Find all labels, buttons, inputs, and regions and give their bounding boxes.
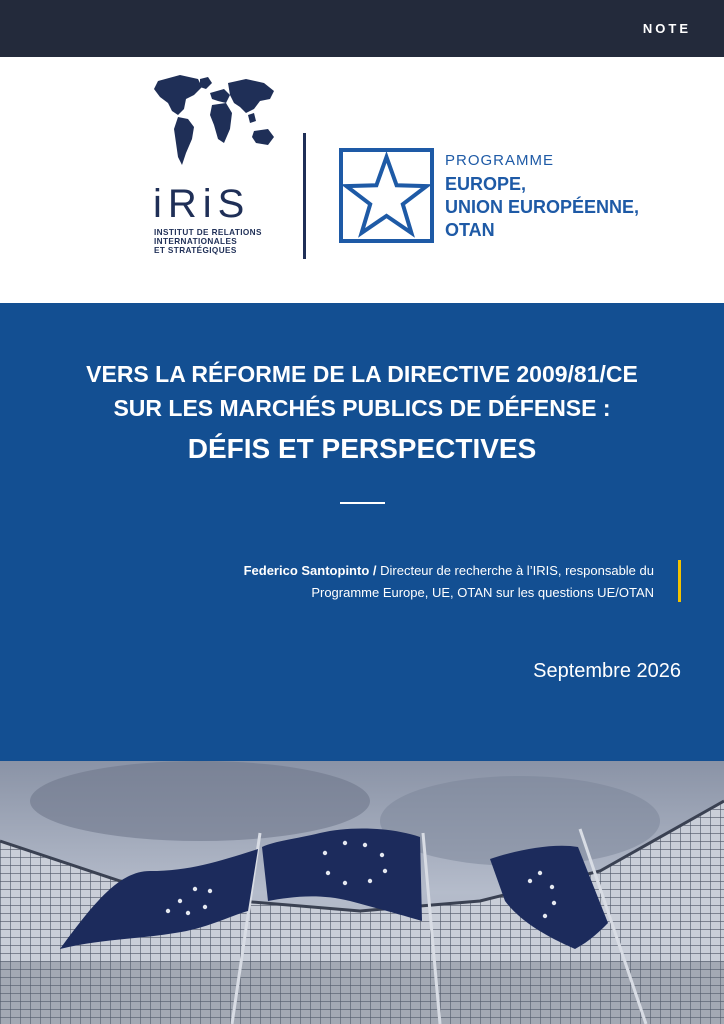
- document-type-tag: NOTE: [642, 21, 691, 36]
- author-role-1: Directeur de recherche à l’IRIS, responsable du: [380, 563, 654, 578]
- star-logo-icon: [339, 148, 434, 243]
- title-line-1: VERS LA RÉFORME DE LA DIRECTIVE 2009/81/CE: [86, 361, 638, 387]
- logo-divider: [303, 133, 306, 259]
- title-divider: [340, 502, 385, 504]
- document-title: [0, 357, 724, 471]
- top-bar: [0, 0, 724, 57]
- author-accent-bar: [678, 560, 681, 602]
- publication-date: Septembre 2026: [533, 660, 681, 682]
- title-line-3: DÉFIS ET PERSPECTIVES: [187, 433, 537, 464]
- author-role-2: Programme Europe, UE, OTAN sur les questions UE/OTAN: [311, 585, 654, 600]
- programme-line-3: OTAN: [445, 220, 495, 240]
- author-block: [134, 560, 654, 604]
- iris-wordmark: iRiS: [153, 182, 251, 226]
- author-name: Federico Santopinto /: [243, 563, 377, 578]
- programme-label: PROGRAMME: [445, 152, 555, 169]
- programme-line-2: UNION EUROPÉENNE,: [445, 197, 640, 217]
- cover-photo-eu-flags: [0, 761, 724, 1024]
- iris-subtitle: INSTITUT DE RELATIONS INTERNATIONALES ET STRATÉGIQUES: [154, 228, 262, 255]
- programme-line-1: EUROPE,: [445, 174, 527, 194]
- world-map-icon: [150, 73, 278, 183]
- title-line-2: SUR LES MARCHÉS PUBLICS DE DÉFENSE :: [113, 395, 611, 421]
